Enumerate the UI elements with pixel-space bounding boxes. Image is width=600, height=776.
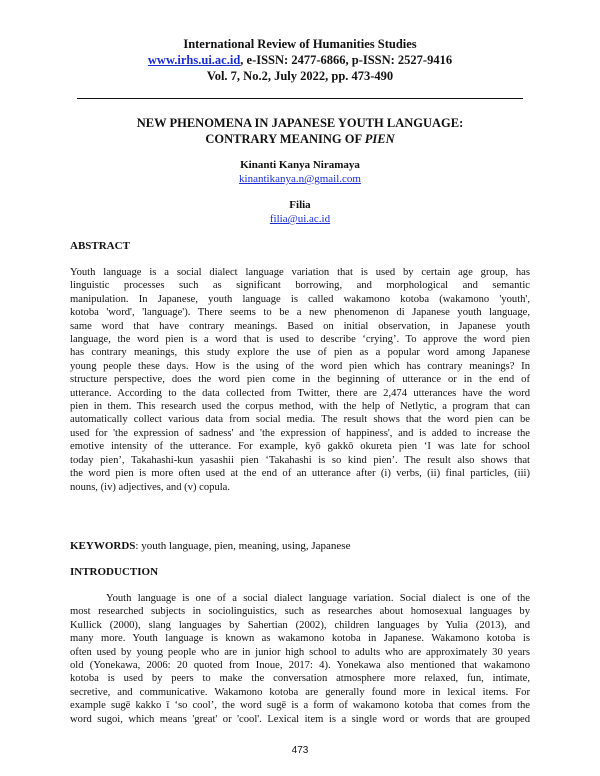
author-2-name: Filia [289, 199, 311, 211]
title-line-1: NEW PHENOMENA IN JAPANESE YOUTH LANGUAGE: [136, 116, 464, 130]
author-2-email-link[interactable]: filia@ui.ac.id [269, 213, 331, 225]
abstract-line: pien in them. This research used the corpus method, with the help of Netlytic, a program that can [70, 401, 530, 413]
intro-line: old (Yonekawa, 2006: 20 quoted from Inoue, 2017: 4). Yonekawa also mentioned that wakamono [70, 660, 530, 672]
intro-line: kotoba is used by peers to make the conversation atmosphere more relaxed, fun, intimate, [70, 673, 530, 685]
abstract-line: used for 'the expression of sadness' and 'the expression of happiness', and is added to increase the [70, 427, 530, 439]
intro-line: Kullick (2000), slang languages by Sahertian (2002), children languages by Yulia (2013), and [70, 619, 530, 631]
title-line-2-italic: PIEN [364, 132, 395, 146]
journal-name: International Review of Humanities Studies [183, 37, 417, 51]
abstract-line: linguistic processes such as significant borrowing, and morphological and semantic [70, 280, 530, 292]
page-number: 473 [291, 745, 309, 756]
abstract-line: emotive intensity of the utterance. For example, kyō gakkō okureta pien ‘I was late for school [70, 441, 530, 453]
intro-line: example sugē kakko ī ‘so cool’, the word sugē is a form of wakamono kotoba that comes from the [70, 700, 530, 712]
abstract-line: has contrary meanings, this study explore the use of pien as a popular word among Japanese [70, 347, 530, 359]
keywords-label: KEYWORDS [70, 540, 136, 552]
author-1-name: Kinanti Kanya Niramaya [240, 159, 360, 171]
abstract-line: automatically collect various data from social media. The result shows that the word pien can be [70, 414, 530, 426]
abstract-line: today pien’, Takahashi-kun yasashii pien ‘Takahashi is so kind pien’. The result also shows that [70, 454, 530, 466]
abstract-line: Youth language is a social dialect language variation that is used by certain age group, has [70, 267, 530, 278]
introduction-body [70, 592, 530, 726]
keywords-text: : youth language, pien, meaning, using, Japanese [135, 540, 351, 552]
journal-url-link[interactable]: www.irhs.ui.ac.id [147, 53, 241, 67]
introduction-heading: INTRODUCTION [70, 566, 159, 578]
author-1 [0, 158, 600, 186]
keywords [70, 540, 350, 552]
header-divider [77, 98, 523, 99]
abstract-line: nouns, (iv) adjectives, and (v) copula. [70, 481, 231, 493]
abstract-heading: ABSTRACT [70, 240, 130, 252]
abstract-line: young people these days. How is the using of the word pien which has contrary meanings? In [70, 360, 530, 372]
intro-line: word sugoi, which means 'great' or 'cool'. Lexical item is a single word or words that are grouped [70, 713, 530, 725]
abstract-line: same word that have contrary meanings. Based on initial observation, in Japanese youth [70, 320, 530, 332]
title-line-2 [0, 131, 600, 147]
journal-issn-line [0, 52, 600, 68]
journal-volume: Vol. 7, No.2, July 2022, pp. 473-490 [206, 69, 394, 83]
abstract-line: the word pien is more often used at the end of an utterance after (i) verbs, (ii) final particles, (iii) [70, 468, 530, 480]
abstract-line: utterance. According to the data collected from Twitter, there are 2,474 utterances have the word [70, 387, 530, 399]
intro-line: secretive, and communicative. Wakamono kotoba are generally found more in lexical items. For [70, 686, 530, 698]
author-2 [0, 198, 600, 226]
journal-issn: , e-ISSN: 2477-6866, p-ISSN: 2527-9416 [240, 53, 453, 67]
title-line-2-text: CONTRARY MEANING OF [205, 132, 365, 146]
paper-title [0, 115, 600, 147]
abstract-line: manipulation. In Japanese, youth language is called wakamono kotoba (wakamono 'youth', [70, 293, 530, 305]
intro-line: often used by young people who are in junior high school to adults who are approximately 30 years [70, 646, 530, 658]
author-1-email-link[interactable]: kinantikanya.n@gmail.com [239, 173, 361, 185]
intro-line: many more. Youth language is known as wakamono kotoba in Japanese. Wakamono kotoba is [70, 633, 530, 645]
abstract-line: structure perspective, does the word pien come in the beginning of utterance or in the end of [70, 374, 530, 386]
intro-line: most researched subjects in sociolinguistics, such as researches about homosexual languages by [70, 606, 530, 618]
intro-line: Youth language is one of a social dialect language variation. Social dialect is one of the [106, 593, 530, 604]
abstract-line: kotoba 'word', 'language'). There seems to be a new phenomenon di Japanese youth language, [70, 307, 530, 319]
abstract-body [70, 266, 530, 494]
abstract-line: language, the word pien is a word that is used to describe ‘crying’. To approve the word pien [70, 334, 530, 346]
